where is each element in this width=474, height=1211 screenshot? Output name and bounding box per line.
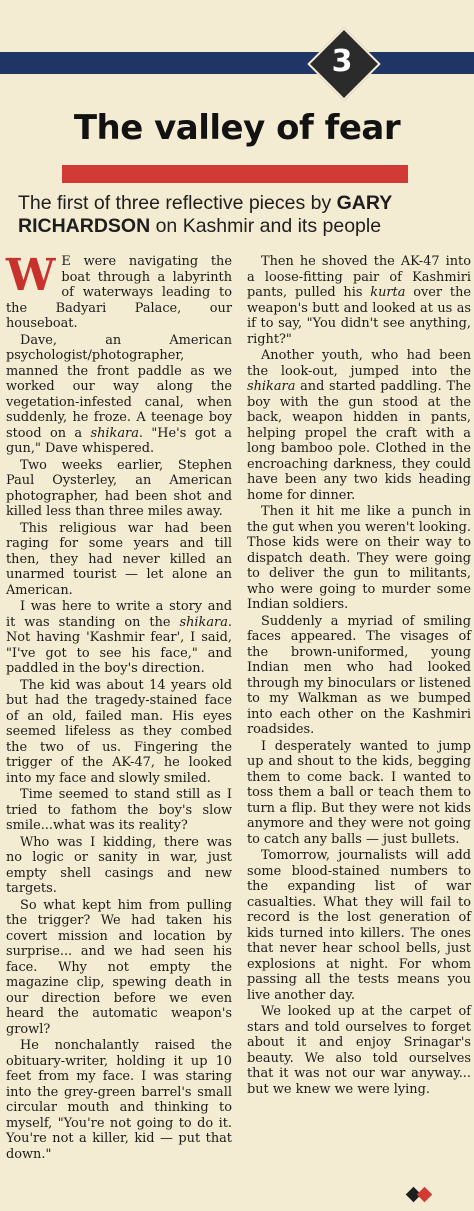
deck-tail: on Kashmir and its people: [150, 215, 382, 237]
article-column-right: [247, 254, 471, 1098]
end-diamond-red: [417, 1187, 433, 1203]
deck-lead: The first of three reflective pieces by: [18, 192, 337, 214]
paragraph: We looked up at the carpet of stars and told ourselves to forget about it and enjoy Srinagar's beauty. We also told ourselves that it was not our war anyway... but we knew we were lying.: [247, 1004, 471, 1097]
paragraph: I desperately wanted to jump up and shout to the kids, begging them to come back. I wanted to toss them a ball or teach them to turn a flip. But they were not kids anymore and they were not going to catch any balls — just bullets.: [247, 738, 471, 847]
article-column-left: [6, 250, 232, 1163]
paragraph: The kid was about 14 years old but had the tragedy-stained face of an old, failed man. His eyes seemed lifeless as they combed the two of us. Fingering the trigger of the AK-47, he looked into my face and slowly smiled.: [6, 677, 232, 786]
paragraph: Suddenly a myriad of smiling faces appeared. The visages of the brown-uniformed, young Indian men who had looked through my binoculars or listened to my Walkman as we bumped into each other on the Kashmiri roadsides.: [247, 613, 471, 737]
end-mark-icon: [402, 1186, 442, 1204]
paragraph: Then it hit me like a punch in the gut when you weren't looking. Those kids were on their way to dispatch death. They were going to deliver the gun to militants, who were going to murder some Indian soldiers.: [247, 504, 471, 612]
chapter-badge: [308, 28, 376, 96]
paragraph: I was here to write a story and it was standing on the shikara. Not having 'Kashmir fear', I said, "I've got to see his face," and paddled in the boy's direction.: [6, 599, 232, 676]
paragraph: Who was I kidding, there was no logic or sanity in war, just empty shell casings and new targets.: [6, 834, 232, 896]
paragraph: Then he shoved the AK-47 into a loose-fitting pair of Kashmiri pants, pulled his kurta over the weapon's butt and looked at us as if to say, "You didn't see anything, right?": [247, 254, 471, 347]
drop-cap: W: [6, 250, 56, 301]
deck-author: GARY RICHARDSON: [18, 192, 392, 237]
article-title: The valley of fear: [73, 108, 401, 148]
title-rule-red: [62, 165, 408, 183]
chapter-number: 3: [331, 44, 353, 79]
paragraph: So what kept him from pulling the trigger? We had taken his covert mission and location by surprise... and we had seen his face. Why not empty the magazine clip, spewing death in our direction before we even heard the automatic weapon's growl?: [6, 897, 232, 1037]
paragraph: Tomorrow, journalists will add some blood-stained numbers to the expanding list of war casualties. What they will fail to record is the lost generation of kids turned into killers. The ones that never hear school bells, just explosions at night. For whom passing all the tests means you live another day.: [247, 848, 471, 1003]
paragraph: Another youth, who had been the look-out, jumped into the shikara and started paddling. The boy with the gun stood at the back, weapon hidden in pants, helping propel the craft with a long bamboo pole. Clothed in the encroaching darkness, they could have been any two kids heading home for dinner.: [247, 348, 471, 503]
paragraph: Two weeks earlier, Stephen Paul Oysterley, an American photographer, had been shot and killed less than three miles away.: [6, 457, 232, 519]
paragraph: W E were navigating the boat through a labyrinth of waterways leading to the Badyari Palace, our houseboat.: [6, 250, 232, 331]
header-rule-navy: [0, 52, 474, 74]
paragraph: He nonchalantly raised the obituary-writer, holding it up 10 feet from my face. I was staring into the grey-green barrel's small circular mouth and thinking to myself, "You're not going to do it. You're not a killer, kid — put that down.": [6, 1038, 232, 1162]
article-deck: [18, 192, 458, 238]
paragraph: Dave, an American psychologist/photographer, manned the front paddle as we worked our way along the vegetation-infested canal, when suddenly, he froze. A teenage boy stood on a shikara. "He's got a gun," Dave whispered.: [6, 332, 232, 456]
paragraph: Time seemed to stand still as I tried to fathom the boy's slow smile...what was its reality?: [6, 787, 232, 833]
paragraph: This religious war had been raging for some years and till then, they had never killed an unarmed tourist — let alone an American.: [6, 520, 232, 598]
